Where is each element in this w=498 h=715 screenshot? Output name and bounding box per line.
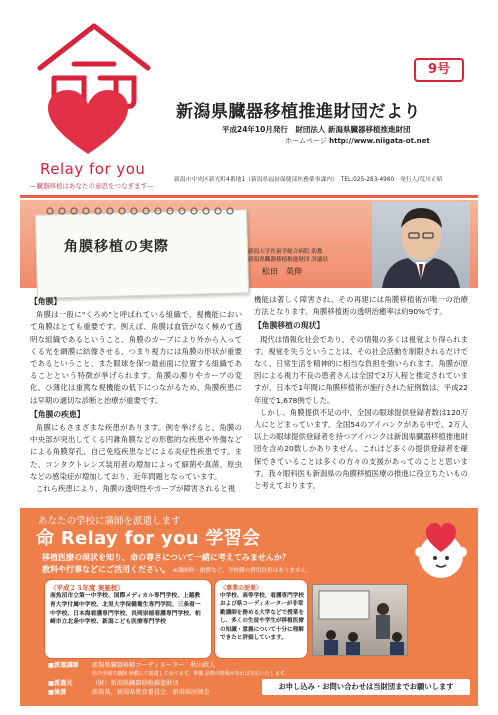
effects-box-text: 中学校、高等学校、看護専門学校および県コーディネーターが非常勤講師を務める大学などで授業をし、多くの生徒や学生が移植医療の知識・意義について十分に理解できたと評価しています。 — [220, 593, 304, 642]
info-row-lecturer — [48, 661, 348, 670]
newsletter-title: 新潟県臓器移植推進財団だより — [176, 102, 421, 122]
header-divider — [20, 195, 478, 198]
doctor-affiliation-1: 新潟大学医歯学総合病院 助教 — [248, 249, 323, 255]
section-heading-disease: 【角膜の疾患】 — [30, 409, 85, 419]
section-heading-cornea: 【角膜】 — [30, 297, 62, 306]
promo-subtitle-2-note: ※講師料・旅費など、学校側の費用負担はありません。 — [172, 568, 313, 574]
info-text: 新潟県、新潟県教育委員会、新潟県医師会 — [92, 689, 210, 696]
promo-lead: あなたの学校に講師を派遣します — [38, 516, 181, 527]
promo-title: 命 Relay for you 学習会 — [36, 528, 261, 549]
logo-relay-for-you: Relay for you — [40, 160, 146, 178]
promo-subtitle-2 — [42, 564, 312, 575]
doctor-portrait-photo — [372, 202, 470, 288]
paragraph-cornea: 角膜は一般に"くろめ"と呼ばれている組織で、視機能において角膜はとても重要です。例えば、角膜は血管がなく極めて透明な組織であるということ、角膜のカーブにより外から入ってくる光を網膜に結像させる、つまり視力には角膜の形状が重要であるということ、また眼球を保つ最前面に位置する組織であることという特徴が挙げられます。角膜の濁りやカーブの変化、ひ薄化は重篤な視機能の低下につながるため、角膜疾患には早期の適切な診断と治療が重要です。 — [30, 310, 242, 405]
paragraph-continued: 機能は著しく障害され、その再建には角膜移植術が唯一の治療方法となります。角膜移植術の透明治癒率は約90%です。 — [254, 295, 468, 317]
promo-subtitle-1: 移植医療の現状を知り、命の尊さについて一緒に考えてみませんか？ — [42, 553, 290, 562]
classroom-photo — [312, 584, 408, 656]
contact-cta: お申し込み・お問い合わせは当財団までお願いします — [262, 679, 470, 695]
publication-line: 平成24年10月発行 財団法人 新潟県臓器移植推進財団 — [222, 125, 411, 134]
homepage-url-link[interactable]: http://www.niigata-ot.net — [329, 137, 430, 145]
promo-subtitle-2-main: 教科や行事などにご活用ください。 — [42, 565, 170, 574]
info-label: ■派遣講師 — [48, 662, 79, 669]
doctor-affiliation-2: 新潟県臓器移植推進財団 評議員 — [248, 257, 329, 263]
paragraph-current-2: しかし、角膜提供不足の中、全国の眼球提供登録者数は120万人にとどまっています。全国54のアイバンクがある中で、2万人以上の眼球提供登録者を持つアイバンクは新潟県臓器移植推進財団を含め20数しかありません。これほど多くの提供登録者を確保できていることは多くの方々の支援があってのことと思います。我々眼科医も新潟県の角膜移植医療の推進に役立ちたいものと考えております。 — [254, 407, 468, 491]
address-line: 新潟市中央区新光町4番地1（新潟県福祉保健部医務薬事課内） TEL:025-283-4980 発行人/荒川正昭 — [174, 177, 443, 183]
paragraph-disease-2: これら疾患により、角膜の透明性やカーブが障害されると視 — [35, 484, 236, 494]
doctor-affiliation — [248, 248, 378, 264]
feature-title: 角膜移植の実際 — [64, 239, 169, 255]
article-left-column — [30, 294, 242, 495]
notepad-rings — [42, 206, 242, 216]
homepage-line — [285, 136, 430, 146]
issue-number-badge: 9号 — [414, 58, 464, 82]
info-text: 新潟県臓器移植コーディネーター 秋山政人 — [92, 662, 216, 669]
doctor-name: 松田 英伸 — [262, 267, 302, 276]
logo-tagline: —臓器移植はあなたの意思をつなぎます— — [30, 182, 154, 190]
article-right-column — [254, 294, 468, 492]
schools-box-text: 南魚沼市立第一中学校、国際メディカル専門学校、上越教育大学付属中学校、北里大学保健衛生専門学院、三条看一中学校、日本海看護専門学校、長岡崇徳看護専門学校、柏崎市立北条中学校、新潟こども医療専門学校 — [50, 593, 201, 626]
info-text: （財）新潟県臓器移植推進財団 — [92, 680, 179, 687]
info-label: ■後援 — [48, 689, 67, 696]
paragraph-current-1: 現代は情報化社会であり、その情報の多くは視覚より得られます。視覚を失うということは、その社会活動を制限されるだけでなく、日常生活を精神的に相当な負担を強いられます。角膜が原因による視力不良の患者さんは全国で2万人程と推定されていますが、日本で1年間に角膜移植術が施行された症例数は、平成22年度で1,678例でした。 — [254, 334, 468, 405]
heart-icon — [48, 90, 128, 156]
paragraph-disease-1: 角膜にもさまざまな疾患があります。例を挙げると、角膜の中央部が突出してくる円錐角膜などの形態的な疾患や外傷などによる角膜穿孔、自己免疫疾患などによる炎症性疾患です。また、コンタクトレンズ装用者の増加によって細菌や真菌、原虫などの感染症が増加しており、近年問題となっています。 — [30, 423, 242, 481]
schools-box-heading: 〈平成２３年度 実施校〉 — [50, 584, 124, 592]
info-label: ■派遣元 — [48, 680, 73, 687]
info-note: 県内全域で講師 無償にて派遣しております。準備 品物の情報があれば対応いたします。 — [92, 671, 290, 677]
homepage-label: ホームページ — [285, 137, 327, 145]
section-heading-current: 【角膜移植の現状】 — [254, 321, 325, 331]
mascot-character-icon — [408, 512, 474, 582]
effects-box-heading: 〈事業の効果〉 — [220, 585, 263, 592]
